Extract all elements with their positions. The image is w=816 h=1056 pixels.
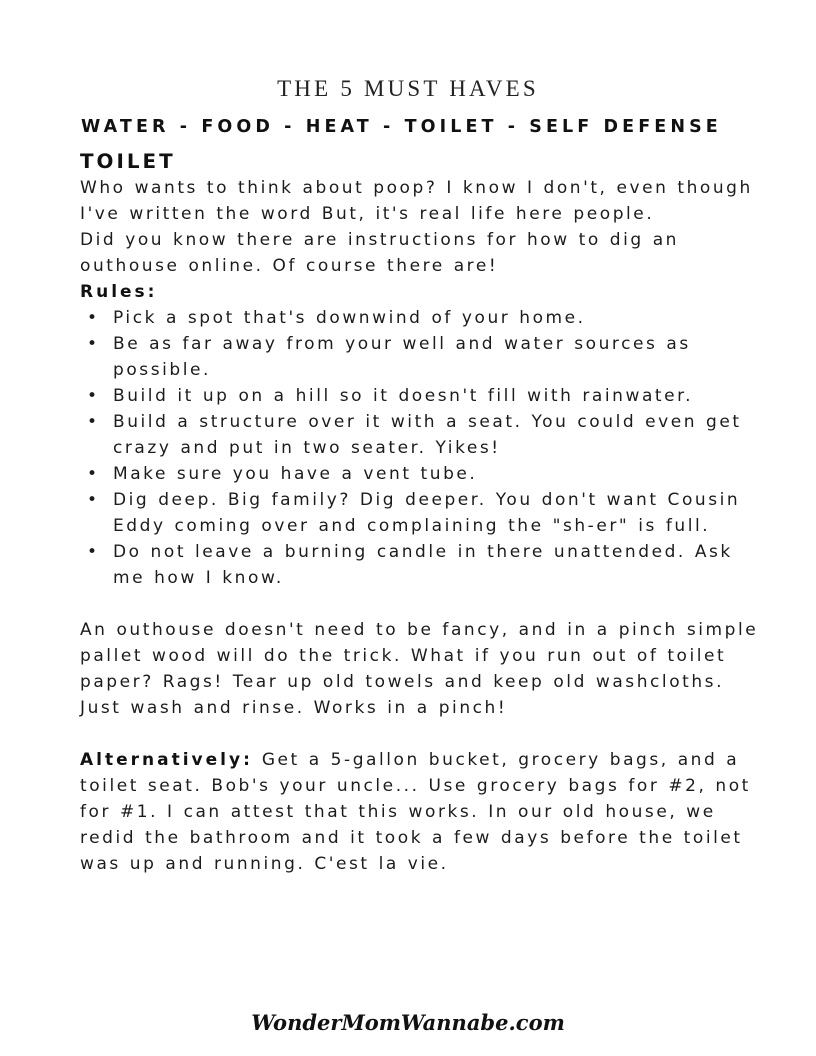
- spacer: [80, 721, 760, 747]
- rules-list: [80, 305, 760, 591]
- list-item: [87, 539, 760, 591]
- rule-text: Pick a spot that's downwind of your home.: [113, 308, 586, 328]
- bullet-icon: •: [87, 490, 98, 510]
- bullet-icon: •: [87, 308, 98, 328]
- bullet-icon: •: [87, 386, 98, 406]
- bullet-icon: •: [87, 542, 98, 562]
- outhouse-paragraph: An outhouse doesn't need to be fancy, and in a pinch simple pallet wood will do the trick. What if you run out of toilet paper? Rags! Tear up old towels and keep old washcloths. Just wash and rinse. Works in a pinch!: [80, 620, 759, 718]
- rule-text: Make sure you have a vent tube.: [113, 464, 478, 484]
- alternatively-label: Alternatively:: [80, 750, 253, 770]
- rules-label: Rules:: [80, 282, 158, 302]
- intro-paragraph: Did you know there are instructions for how to dig an outhouse online. Of course there are!: [80, 230, 679, 276]
- rule-text: Do not leave a burning candle in there unattended. Ask me how I know.: [113, 542, 733, 588]
- section-heading: TOILET: [80, 150, 176, 173]
- alternatively-text: Get a 5-gallon bucket, grocery bags, and a toilet seat. Bob's your uncle... Use grocery bags for #2, not for #1. I can attest that this works. In our old house, we redid the bathroom and it took a few days before the toilet was up and running. C'est la vie.: [80, 750, 751, 874]
- list-item: [87, 461, 760, 487]
- list-item: [87, 305, 760, 331]
- intro-paragraph: Who wants to think about poop? I know I don't, even though I've written the word But, it's real life here people.: [80, 178, 753, 224]
- rule-text: Build it up on a hill so it doesn't fill with rainwater.: [113, 386, 694, 406]
- rule-text: Be as far away from your well and water sources as possible.: [113, 334, 691, 380]
- list-item: [87, 487, 760, 539]
- bullet-icon: •: [87, 412, 98, 432]
- list-item: [87, 383, 760, 409]
- spacer: [80, 591, 760, 617]
- page-title: THE 5 MUST HAVES: [277, 76, 539, 101]
- rule-text: Build a structure over it with a seat. You could even get crazy and put in two seater. Yikes!: [113, 412, 742, 458]
- page-subtitle: WATER - FOOD - HEAT - TOILET - SELF DEFENSE: [81, 117, 722, 137]
- content-body: [80, 149, 760, 877]
- alternatively-paragraph: [80, 747, 760, 877]
- site-watermark: WonderMomWannabe.com: [251, 1010, 565, 1035]
- list-item: [87, 331, 760, 383]
- list-item: [87, 409, 760, 461]
- rule-text: Dig deep. Big family? Dig deeper. You don't want Cousin Eddy coming over and complaining the "sh-er" is full.: [113, 490, 741, 536]
- bullet-icon: •: [87, 464, 98, 484]
- bullet-icon: •: [87, 334, 98, 354]
